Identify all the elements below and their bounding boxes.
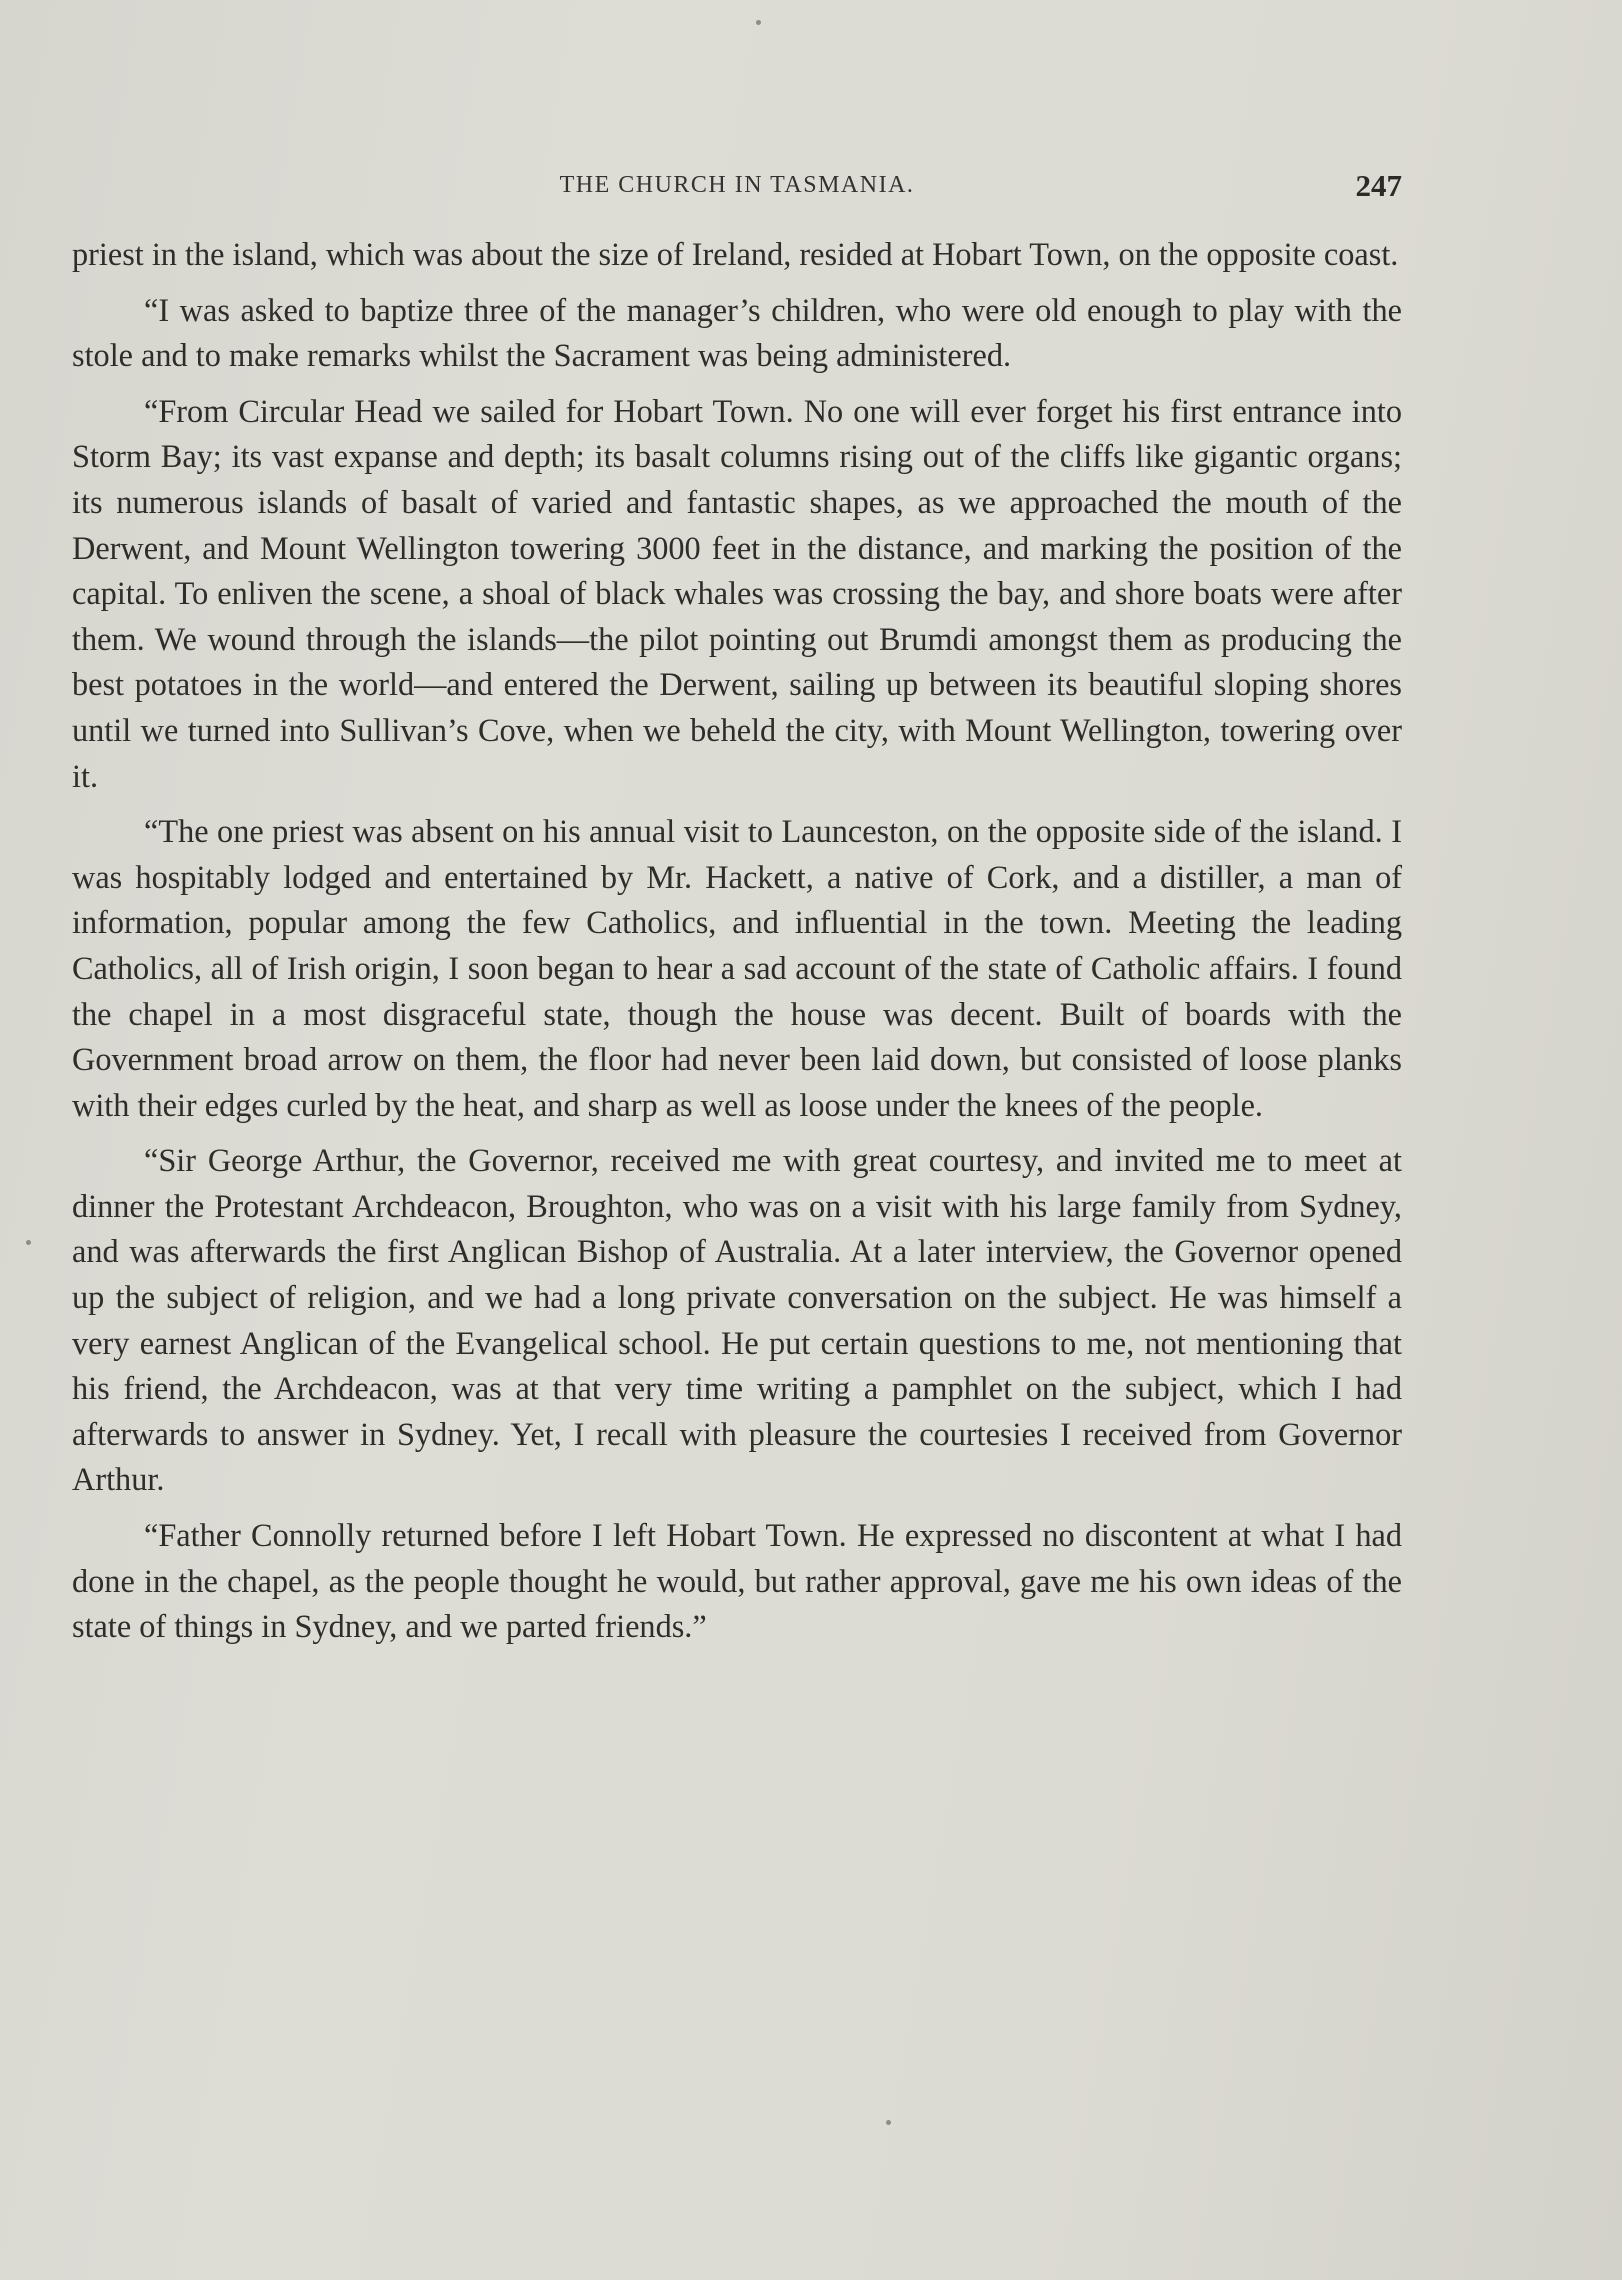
paragraph-hobart-chapel: “The one priest was absent on his annual visit to Launceston, on the opposite side of the island. I was hospitably lodged and entertained by Mr. Hackett, a native of Cork, and a distiller, a man of information, popular among the few Catholics, and influential in the town. Meeting the leading Catholics, all of Irish origin, I soon began to hear a sad account of the state of Catholic affairs. I found the chapel in a most disgraceful state, though the house was decent. Built of boards with the Government broad arrow on them, the floor had never been laid down, but consisted of loose planks with their edges curled by the heat, and sharp as well as loose under the knees of the people. bbox=[72, 813, 1402, 1123]
paper-speck bbox=[756, 20, 761, 25]
paragraph-baptism: “I was asked to baptize three of the manager’s children, who were old enough to play with the stole and to make remarks whilst the Sacrament was being administered. bbox=[72, 291, 1402, 374]
paragraph-governor-arthur: “Sir George Arthur, the Governor, received me with great courtesy, and invited me to meet at dinner the Protestant Archdeacon, Broughton, who was on a visit with his large family from Sydney, and was afterwards the first Anglican Bishop of Australia. At a later interview, the Governor opened up the subject of religion, and we had a long private conversation on the subject. He was himself a very earnest Anglican of the Evangelical school. He put certain questions to me, not mentioning that his friend, the Archdeacon, was at that very time writing a pamphlet on the subject, which I had afterwards to answer in Sydney. Yet, I recall with pleasure the courtesies I received from Governor Arthur. bbox=[72, 1142, 1402, 1498]
paragraph-continued: priest in the island, which was about the size of Ireland, resided at Hobart Town, on the opposite coast. bbox=[72, 236, 1399, 272]
running-head bbox=[72, 168, 1402, 208]
body-text bbox=[72, 232, 1402, 1660]
paragraph-father-connolly: “Father Connolly returned before I left Hobart Town. He expressed no discontent at what I had done in the chapel, as the people thought he would, but rather approval, gave me his own ideas of the state of things in Sydney, and we parted friends.” bbox=[72, 1517, 1402, 1645]
paper-speck bbox=[886, 2120, 891, 2125]
running-title: THE CHURCH IN TASMANIA. bbox=[559, 172, 915, 198]
paragraph-storm-bay: “From Circular Head we sailed for Hobart Town. No one will ever forget his first entrance into Storm Bay; its vast expanse and depth; its basalt columns rising out of the cliffs like gigantic organs; its numerous islands of basalt of varied and fantastic shapes, as we approached the mouth of the Derwent, and Mount Wellington towering 3000 feet in the distance, and marking the position of the capital. To enliven the scene, a shoal of black whales was crossing the bay, and shore boats were after them. We wound through the islands—the pilot pointing out Brumdi amongst them as producing the best potatoes in the world—and entered the Derwent, sailing up between its beautiful sloping shores until we turned into Sullivan’s Cove, when we beheld the city, with Mount Wellington, towering over it. bbox=[72, 392, 1402, 794]
page-number: 247 bbox=[1355, 168, 1402, 203]
paper-speck bbox=[26, 1240, 31, 1245]
